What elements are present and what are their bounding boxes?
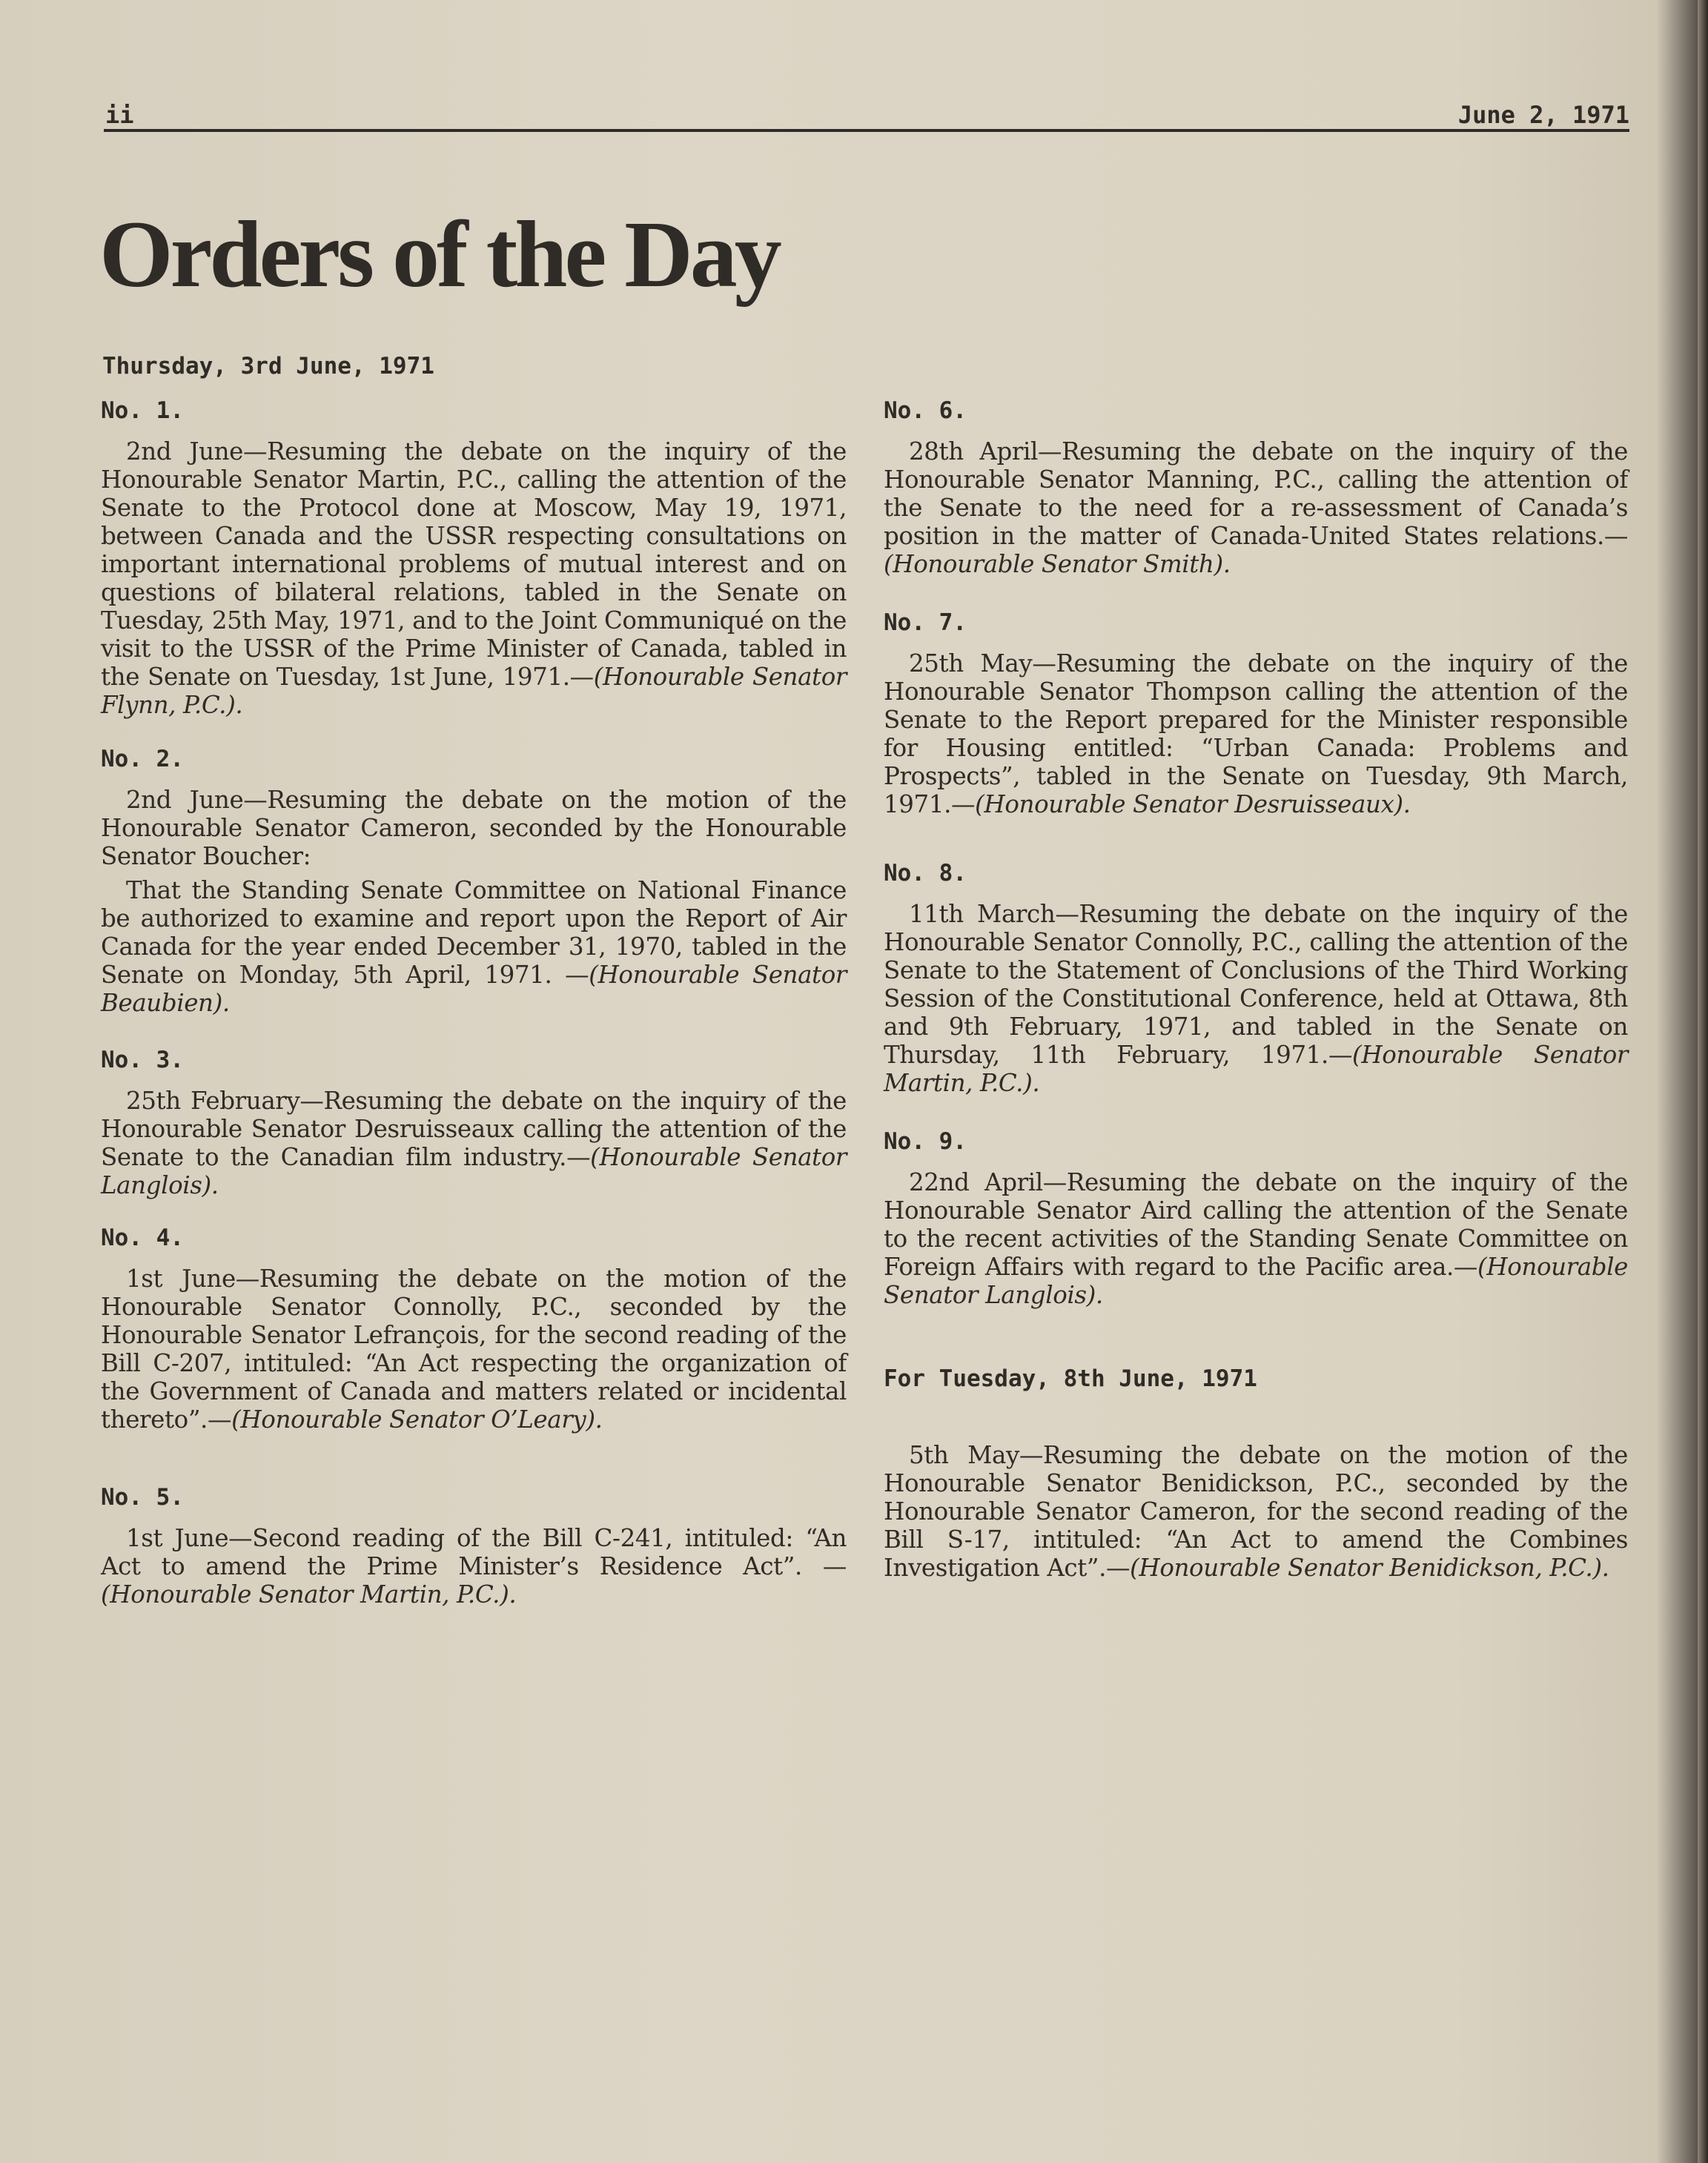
item-number: No. 8.	[884, 860, 967, 887]
item-reference: (Honourable Senator Langlois).	[884, 1253, 1628, 1309]
item-reference: (Honourable Senator Martin, P.C.).	[101, 1580, 517, 1609]
item-body: 5th May—Resuming the debate on the motion of the Honourable Senator Benidickson, P.C., seconded by the Honourable Senator Cameron, for the second reading of the Bill S-17, intituled: “An Act to amend the Combines Investigation Act”.—	[884, 1441, 1628, 1582]
section-heading-thursday: Thursday, 3rd June, 1971	[102, 353, 434, 380]
header-date: June 2, 1971	[1457, 101, 1629, 129]
order-item-tuesday	[884, 1441, 1628, 1582]
item-body: 28th April—Resuming the debate on the inquiry of the Honourable Senator Manning, P.C., calling the attention of the Senate to the need for a re-assessment of Canada’s position in the matter of Canada-United States relations.—	[884, 437, 1628, 550]
item-reference: (Honourable Senator Flynn, P.C.).	[101, 663, 847, 719]
item-number: No. 9.	[884, 1128, 967, 1155]
item-body: 1st June—Second reading of the Bill C-241, intituled: “An Act to amend the Prime Minister’s Residence Act”. —	[101, 1524, 847, 1580]
item-body: 11th March—Resuming the debate on the inquiry of the Honourable Senator Connolly, P.C., calling the attention of the Senate to the Statement of Conclusions of the Third Working Session of the Constitutional Conference, held at Ottawa, 8th and 9th February, 1971, and tabled in the Senate on Thursday, 11th February, 1971.—	[884, 900, 1628, 1069]
item-text	[884, 437, 1628, 578]
item-body: 2nd June—Resuming the debate on the inquiry of the Honourable Senator Martin, P.C., calling the attention of the Senate to the Protocol done at Moscow, May 19, 1971, between Canada and the USSR respecting consultations on important international problems of mutual interest and on questions of bilateral relations, tabled in the Senate on Tuesday, 25th May, 1971, and to the Joint Communiqué on the visit to the USSR of the Prime Minister of Canada, tabled in the Senate on Tuesday, 1st June, 1971.—	[101, 437, 847, 691]
order-item-2	[101, 746, 847, 1017]
page-title: Orders of the Day	[99, 202, 779, 307]
item-number: No. 1.	[101, 397, 184, 424]
order-item-1	[101, 397, 847, 719]
item-text	[884, 1168, 1628, 1309]
item-text	[101, 1087, 847, 1199]
item-number: No. 4.	[101, 1225, 184, 1251]
item-body: 2nd June—Resuming the debate on the motion of the Honourable Senator Cameron, seconded by the Honourable Senator Boucher:	[101, 786, 847, 870]
item-text	[101, 786, 847, 870]
item-body: 25th February—Resuming the debate on the inquiry of the Honourable Senator Desruisseaux calling the attention of the Senate to the Canadian film industry.—	[101, 1087, 847, 1171]
item-text	[101, 1524, 847, 1609]
item-number: No. 3.	[101, 1047, 184, 1073]
order-item-5	[101, 1484, 847, 1609]
item-number: No. 6.	[884, 397, 967, 424]
item-body: 1st June—Resuming the debate on the motion of the Honourable Senator Connolly, P.C., seconded by the Honourable Senator Lefrançois, for the second reading of the Bill C-207, intituled: “An Act respecting the organization of the Government of Canada and matters related or incidental thereto”.—	[101, 1265, 847, 1434]
order-item-3	[101, 1047, 847, 1199]
item-number: No. 5.	[101, 1484, 184, 1511]
header-rule	[104, 129, 1629, 132]
order-item-4	[101, 1225, 847, 1434]
order-item-8	[884, 860, 1628, 1097]
item-text	[884, 900, 1628, 1097]
item-reference: (Honourable Senator Smith).	[884, 550, 1231, 578]
item-reference: (Honourable Senator Langlois).	[101, 1143, 847, 1199]
item-reference: (Honourable Senator Benidickson, P.C.).	[1130, 1554, 1609, 1582]
item-motion	[101, 876, 847, 1017]
item-reference: (Honourable Senator Martin, P.C.).	[884, 1041, 1629, 1097]
item-text	[884, 1441, 1628, 1582]
item-text	[101, 1265, 847, 1434]
item-reference: (Honourable Senator O’Leary).	[231, 1405, 603, 1434]
order-item-7	[884, 609, 1628, 818]
order-item-6	[884, 397, 1628, 578]
item-reference: (Honourable Senator Beaubien).	[101, 961, 847, 1017]
item-number: No. 7.	[884, 609, 967, 636]
section-heading-tuesday: For Tuesday, 8th June, 1971	[884, 1365, 1257, 1392]
page-edge-shadow	[1698, 0, 1708, 2163]
motion-body: That the Standing Senate Committee on National Finance be authorized to examine and report upon the Report of Air Canada for the year ended December 31, 1970, tabled in the Senate on Monday, 5th April, 1971. —	[101, 876, 847, 989]
item-body: 25th May—Resuming the debate on the inquiry of the Honourable Senator Thompson calling the attention of the Senate to the Report prepared for the Minister responsible for Housing entitled: “Urban Canada: Problems and Prospects”, tabled in the Senate on Tuesday, 9th March, 1971.—	[884, 649, 1628, 818]
item-number: No. 2.	[101, 746, 184, 772]
item-text	[101, 437, 847, 719]
item-text	[884, 649, 1628, 818]
order-item-9	[884, 1128, 1628, 1309]
page-number: ii	[105, 101, 134, 129]
item-body: 22nd April—Resuming the debate on the inquiry of the Honourable Senator Aird calling the attention of the Senate to the recent activities of the Standing Senate Committee on Foreign Affairs with regard to the Pacific area.—	[884, 1168, 1628, 1281]
item-reference: (Honourable Senator Desruisseaux).	[975, 790, 1411, 818]
